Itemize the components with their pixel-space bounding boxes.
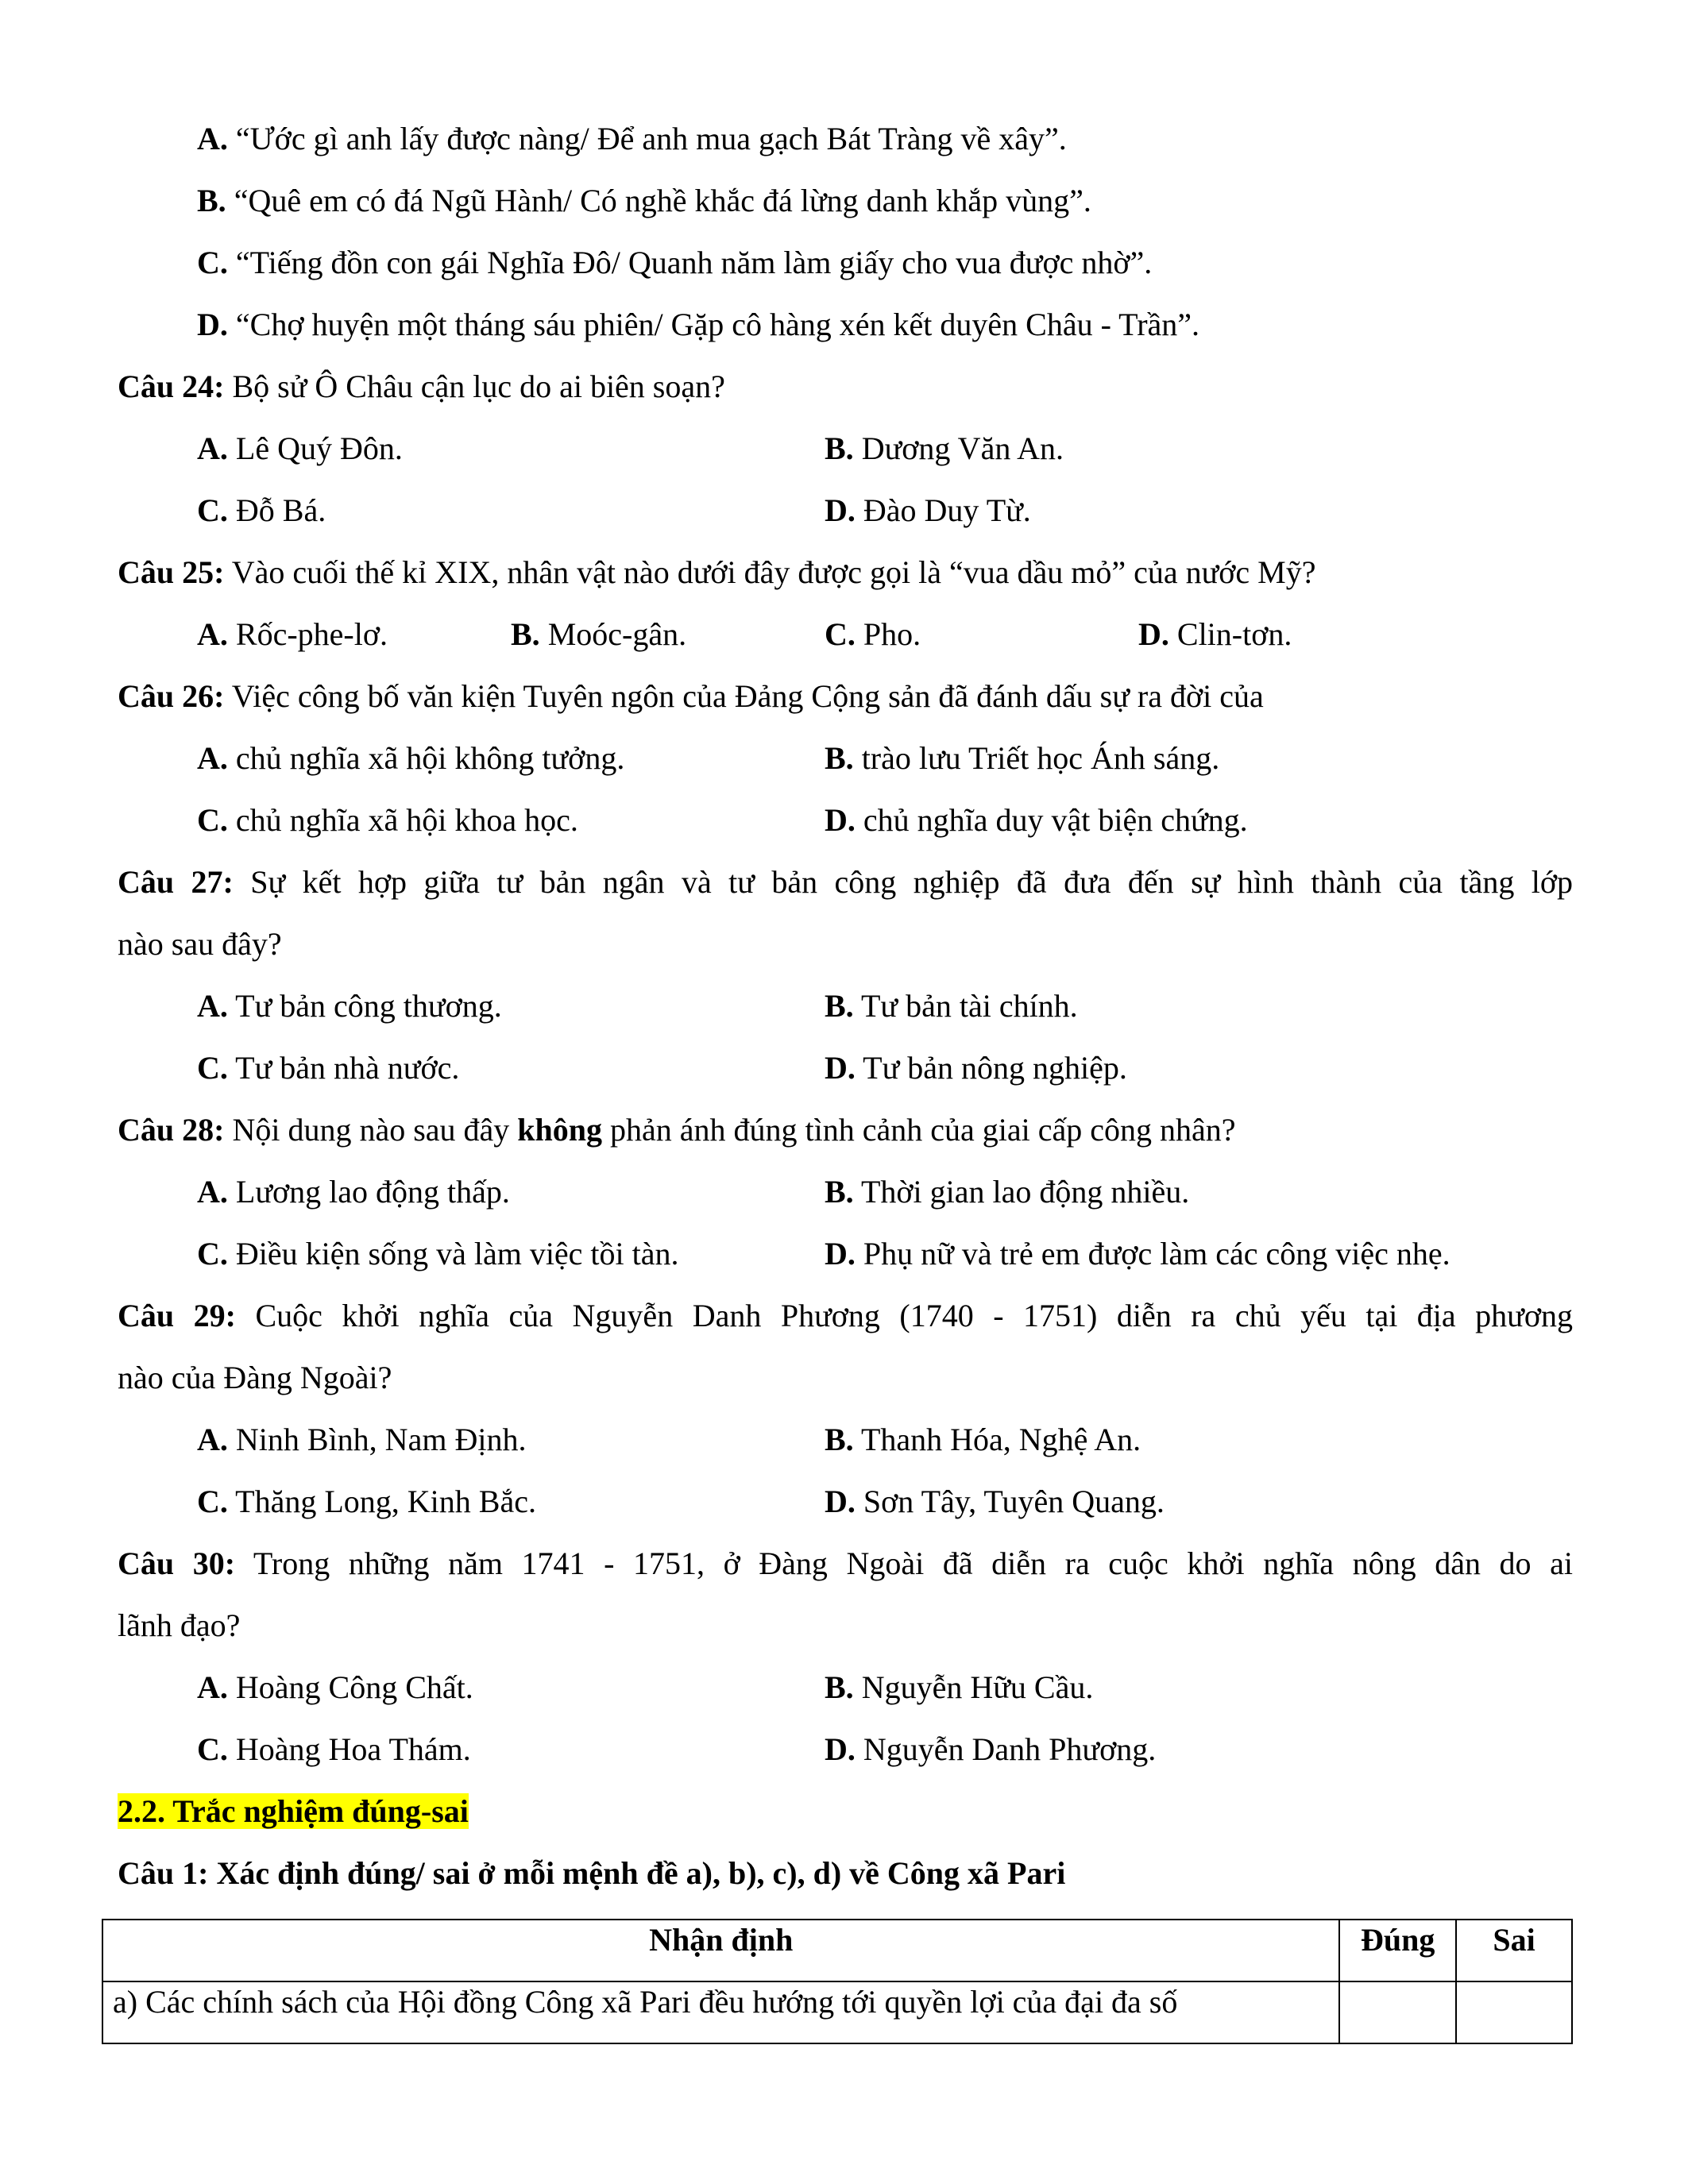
question-24 bbox=[118, 367, 725, 407]
q29-option-c bbox=[197, 1482, 536, 1522]
question-text: Vào cuối thế kỉ XIX, nhân vật nào dưới đây được gọi là “vua dầu mỏ” của nước Mỹ? bbox=[224, 554, 1316, 590]
q28-option-c bbox=[197, 1234, 679, 1274]
option-letter: C. bbox=[197, 802, 228, 838]
q25-option-d bbox=[1138, 615, 1292, 654]
option-letter: C. bbox=[825, 616, 856, 652]
option-text: Clin-tơn. bbox=[1168, 616, 1292, 652]
question-25 bbox=[118, 553, 1316, 592]
option-letter: C. bbox=[197, 1731, 228, 1767]
q29-option-a bbox=[197, 1420, 526, 1460]
option-text: Đỗ Bá. bbox=[227, 492, 326, 528]
question-text: Cuộc khởi nghĩa của Nguyễn Danh Phương (1740 - 1751) diễn ra chủ yếu tại địa phương bbox=[235, 1298, 1574, 1333]
option-text: Lương lao động thấp. bbox=[227, 1174, 510, 1210]
q25-option-a bbox=[197, 615, 388, 654]
option-letter: A. bbox=[197, 121, 228, 156]
option-letter: B. bbox=[825, 1174, 854, 1210]
option-text: Tư bản công thương. bbox=[227, 988, 502, 1024]
option-letter: B. bbox=[825, 988, 854, 1024]
question-29-continued: nào của Đàng Ngoài? bbox=[118, 1360, 392, 1395]
question-text: Câu 1: Xác định đúng/ sai ở mỗi mệnh đề a), b), c), d) về Công xã Pari bbox=[118, 1855, 1066, 1891]
q26-option-d bbox=[825, 801, 1248, 840]
q29-option-d bbox=[825, 1482, 1165, 1522]
q27-option-b bbox=[825, 986, 1078, 1026]
q24-option-d bbox=[825, 491, 1031, 531]
option-letter: B. bbox=[511, 616, 540, 652]
option-letter: C. bbox=[197, 245, 228, 280]
option-text: Tư bản nhà nước. bbox=[227, 1050, 460, 1086]
option-text: Thăng Long, Kinh Bắc. bbox=[227, 1484, 536, 1519]
header-false: Sai bbox=[1456, 1920, 1572, 1981]
question-26 bbox=[118, 677, 1264, 716]
option-letter: B. bbox=[825, 1669, 854, 1705]
q30-option-c bbox=[197, 1730, 471, 1769]
q26-option-b bbox=[825, 739, 1219, 778]
q27-option-a bbox=[197, 986, 502, 1026]
option-letter: D. bbox=[197, 307, 228, 342]
option-text: “Tiếng đồn con gái Nghĩa Đô/ Quanh năm làm giấy cho vua được nhờ”. bbox=[227, 245, 1153, 280]
option-b bbox=[197, 181, 1091, 221]
option-letter: C. bbox=[197, 1050, 228, 1086]
question-label: Câu 27: bbox=[118, 864, 234, 900]
true-false-table bbox=[102, 1919, 1573, 2044]
option-letter: D. bbox=[825, 492, 856, 528]
q27-option-d bbox=[825, 1048, 1127, 1088]
option-a bbox=[197, 119, 1067, 159]
q30-option-a bbox=[197, 1668, 473, 1707]
question-label: Câu 29: bbox=[118, 1298, 236, 1333]
option-c bbox=[197, 243, 1152, 283]
q28-option-b bbox=[825, 1172, 1189, 1212]
option-letter: A. bbox=[197, 616, 228, 652]
table-row bbox=[102, 1981, 1572, 2043]
option-text: Sơn Tây, Tuyên Quang. bbox=[855, 1484, 1165, 1519]
true-cell[interactable] bbox=[1339, 1981, 1456, 2043]
q28-option-a bbox=[197, 1172, 510, 1212]
option-text: Hoàng Hoa Thám. bbox=[227, 1731, 471, 1767]
option-text: Điều kiện sống và làm việc tồi tàn. bbox=[227, 1236, 679, 1271]
q26-option-c bbox=[197, 801, 578, 840]
option-text: Thời gian lao động nhiều. bbox=[853, 1174, 1190, 1210]
option-text: chủ nghĩa xã hội khoa học. bbox=[227, 802, 578, 838]
question-29 bbox=[118, 1296, 1573, 1336]
option-text: Đào Duy Từ. bbox=[855, 492, 1031, 528]
q24-option-a bbox=[197, 429, 403, 469]
option-letter: D. bbox=[825, 1484, 856, 1519]
option-letter: D. bbox=[1138, 616, 1169, 652]
option-letter: B. bbox=[197, 183, 226, 218]
false-cell[interactable] bbox=[1456, 1981, 1572, 2043]
q26-option-a bbox=[197, 739, 624, 778]
question-label: Câu 25: bbox=[118, 554, 225, 590]
q24-option-b bbox=[825, 429, 1064, 469]
option-letter: C. bbox=[197, 1236, 228, 1271]
option-text: trào lưu Triết học Ánh sáng. bbox=[853, 740, 1220, 776]
option-text: chủ nghĩa duy vật biện chứng. bbox=[855, 802, 1248, 838]
option-letter: D. bbox=[825, 1731, 856, 1767]
option-letter: B. bbox=[825, 430, 854, 466]
question-text: Bộ sử Ô Châu cận lục do ai biên soạn? bbox=[224, 369, 725, 404]
option-letter: C. bbox=[197, 1484, 228, 1519]
question-28 bbox=[118, 1110, 1236, 1150]
option-text: Ninh Bình, Nam Định. bbox=[227, 1422, 527, 1457]
option-letter: D. bbox=[825, 802, 856, 838]
option-letter: D. bbox=[825, 1050, 856, 1086]
option-text: Lê Quý Đôn. bbox=[227, 430, 403, 466]
question-30 bbox=[118, 1544, 1573, 1584]
option-letter: A. bbox=[197, 430, 228, 466]
section-heading-text: 2.2. Trắc nghiệm đúng-sai bbox=[118, 1793, 469, 1829]
option-text: Tư bản nông nghiệp. bbox=[855, 1050, 1127, 1086]
option-letter: A. bbox=[197, 988, 228, 1024]
header-claim: Nhận định bbox=[102, 1920, 1339, 1981]
question-text: Sự kết hợp giữa tư bản ngân và tư bản công nghiệp đã đưa đến sự hình thành của tầng lớp bbox=[233, 864, 1574, 900]
question-27-continued: nào sau đây? bbox=[118, 926, 282, 962]
q28-option-d bbox=[825, 1234, 1450, 1274]
question-label: Câu 28: bbox=[118, 1112, 225, 1148]
option-text: “Ước gì anh lấy được nàng/ Để anh mua gạch Bát Tràng về xây”. bbox=[227, 121, 1067, 156]
question-text: Trong những năm 1741 - 1751, ở Đàng Ngoài đã diễn ra cuộc khởi nghĩa nông dân do ai bbox=[235, 1545, 1573, 1581]
option-letter: A. bbox=[197, 740, 228, 776]
q27-option-c bbox=[197, 1048, 459, 1088]
option-text: Hoàng Công Chất. bbox=[227, 1669, 473, 1705]
option-text: “Chợ huyện một tháng sáu phiên/ Gặp cô hàng xén kết duyên Châu - Trần”. bbox=[227, 307, 1200, 342]
question-text: phản ánh đúng tình cảnh của giai cấp công nhân? bbox=[602, 1112, 1236, 1148]
q30-option-b bbox=[825, 1668, 1093, 1707]
option-text: Nguyễn Danh Phương. bbox=[855, 1731, 1157, 1767]
q30-option-d bbox=[825, 1730, 1156, 1769]
option-letter: C. bbox=[197, 492, 228, 528]
q24-option-c bbox=[197, 491, 326, 531]
option-letter: B. bbox=[825, 740, 854, 776]
option-letter: B. bbox=[825, 1422, 854, 1457]
q25-option-b bbox=[511, 615, 686, 654]
question-30-continued: lãnh đạo? bbox=[118, 1607, 241, 1643]
option-text: Rốc-phe-lơ. bbox=[227, 616, 388, 652]
option-text: Thanh Hóa, Nghệ An. bbox=[853, 1422, 1141, 1457]
true-false-question-1 bbox=[118, 1854, 1065, 1893]
option-letter: A. bbox=[197, 1422, 228, 1457]
q25-option-c bbox=[825, 615, 921, 654]
question-label: Câu 30: bbox=[118, 1545, 236, 1581]
claim-cell: a) Các chính sách của Hội đồng Công xã Pari đều hướng tới quyền lợi của đại đa số bbox=[102, 1981, 1339, 2043]
question-27 bbox=[118, 862, 1573, 902]
question-label: Câu 26: bbox=[118, 678, 225, 714]
option-letter: A. bbox=[197, 1669, 228, 1705]
option-text: Moóc-gân. bbox=[539, 616, 687, 652]
option-text: Tư bản tài chính. bbox=[853, 988, 1078, 1024]
option-text: Dương Văn An. bbox=[853, 430, 1064, 466]
option-text: Nguyễn Hữu Cầu. bbox=[853, 1669, 1094, 1705]
question-text: Nội dung nào sau đây bbox=[224, 1112, 518, 1148]
question-text: Việc công bố văn kiện Tuyên ngôn của Đảng Cộng sản đã đánh dấu sự ra đời của bbox=[224, 678, 1264, 714]
option-letter: D. bbox=[825, 1236, 856, 1271]
section-heading bbox=[118, 1792, 469, 1831]
option-text: chủ nghĩa xã hội không tưởng. bbox=[227, 740, 625, 776]
q29-option-b bbox=[825, 1420, 1141, 1460]
question-label: Câu 24: bbox=[118, 369, 225, 404]
option-text: Phụ nữ và trẻ em được làm các công việc nhẹ. bbox=[855, 1236, 1450, 1271]
question-emphasis: không bbox=[517, 1112, 603, 1148]
option-letter: A. bbox=[197, 1174, 228, 1210]
option-d bbox=[197, 305, 1199, 345]
table-header-row bbox=[102, 1920, 1572, 1981]
option-text: “Quê em có đá Ngũ Hành/ Có nghề khắc đá lừng danh khắp vùng”. bbox=[226, 183, 1091, 218]
header-true: Đúng bbox=[1339, 1920, 1456, 1981]
option-text: Pho. bbox=[855, 616, 921, 652]
